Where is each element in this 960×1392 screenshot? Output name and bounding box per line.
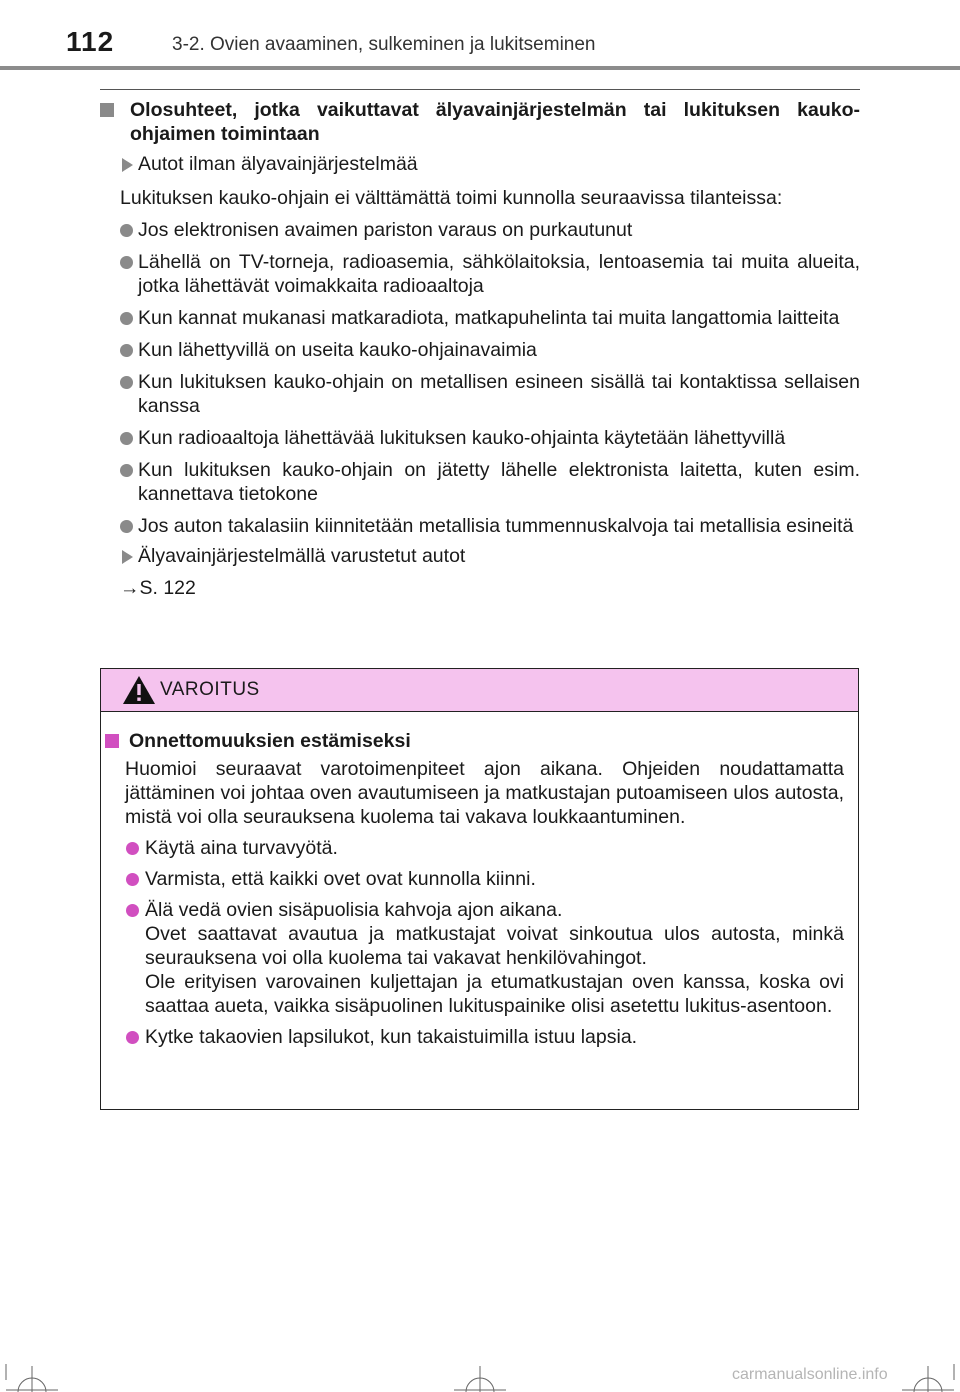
square-bullet-icon xyxy=(100,103,114,117)
warning-list-item xyxy=(101,898,844,1018)
subsection-no-smart-key xyxy=(100,152,860,176)
warning-item-text: Varmista, että kaikki ovet ovat kunnolla kiinni. xyxy=(145,868,536,890)
warning-intro: Huomioi seuraavat varotoimenpiteet ajon aikana. Ohjeiden noudattamatta jättäminen voi johtaa oven avautumiseen ja matkustajan putoamiseen ulos autosta, mistä voi olla seurauksena kuolema tai vakava loukkaantuminen. xyxy=(125,758,844,828)
subsection-title: Älyavainjärjestelmällä varustetut autot xyxy=(138,545,466,567)
warning-list-item xyxy=(101,836,844,860)
triangle-bullet-icon xyxy=(122,158,133,172)
warning-header xyxy=(101,669,858,712)
warning-title: VAROITUS xyxy=(160,679,260,700)
warning-item-text: Käytä aina turvavyötä. xyxy=(145,837,338,859)
warning-item-detail: Ovet saattavat avautua ja matkustajat voivat sinkoutua ulos autosta, minkä seurauksena voi olla kuolema tai vakavat henkilövahingot. xyxy=(145,923,844,969)
warning-body xyxy=(101,712,858,1049)
page-reference-link[interactable]: →S. 122 xyxy=(120,577,196,599)
warning-triangle-icon xyxy=(121,674,157,706)
list-item-text: Kun kannat mukanasi matkaradiota, matkapuhelinta tai muita langattomia laitteita xyxy=(138,307,840,329)
circle-bullet-icon xyxy=(120,464,133,477)
list-item xyxy=(100,458,860,506)
warning-item-detail: Ole erityisen varovainen kuljettajan ja etumatkustajan oven kanssa, koska ovi saattaa aueta, vaikka sisäpuolinen lukituspainike olisi asetettu lukitus-asentoon. xyxy=(145,971,844,1017)
circle-bullet-icon xyxy=(120,312,133,325)
subsection-smart-key xyxy=(100,544,860,568)
warning-heading-text: Onnettomuuksien estämiseksi xyxy=(129,730,411,752)
section-divider xyxy=(100,89,860,90)
list-item xyxy=(100,370,860,418)
section-heading-text: Olosuhteet, jotka vaikuttavat älyavainjärjestelmän tai lukituksen kauko-ohjaimen toimintaan xyxy=(130,99,860,145)
list-item-text: Kun lukituksen kauko-ohjain on jätetty lähelle elektronista laitetta, kuten esim. kannettava tietokone xyxy=(138,459,860,505)
circle-bullet-icon xyxy=(126,1031,139,1044)
circle-bullet-icon xyxy=(120,520,133,533)
crop-mark-icon xyxy=(450,1356,510,1392)
list-item xyxy=(100,514,860,538)
list-item xyxy=(100,426,860,450)
page-number: 112 xyxy=(66,26,115,57)
list-item xyxy=(100,338,860,362)
warning-item-text: Kytke takaovien lapsilukot, kun takaistuimilla istuu lapsia. xyxy=(145,1026,638,1048)
circle-bullet-icon xyxy=(120,344,133,357)
triangle-bullet-icon xyxy=(122,550,133,564)
circle-bullet-icon xyxy=(126,904,139,917)
intro-text: Lukituksen kauko-ohjain ei välttämättä toimi kunnolla seuraavissa tilanteissa: xyxy=(120,187,783,209)
list-item xyxy=(100,218,860,242)
warning-heading xyxy=(101,729,844,753)
list-item-text: Lähellä on TV-torneja, radioasemia, sähkölaitoksia, lentoasemia tai muita alueita, jotka lähettävät voimakkaita radioaaltoja xyxy=(138,251,860,297)
main-content xyxy=(100,98,860,600)
page-header xyxy=(0,0,960,70)
circle-bullet-icon xyxy=(126,873,139,886)
circle-bullet-icon xyxy=(120,432,133,445)
circle-bullet-icon xyxy=(126,842,139,855)
circle-bullet-icon xyxy=(120,224,133,237)
section-heading xyxy=(100,98,860,146)
list-item xyxy=(100,306,860,330)
warning-list-item xyxy=(101,1025,844,1049)
warning-box xyxy=(100,668,859,1110)
list-item-text: Kun lähettyvillä on useita kauko-ohjainavaimia xyxy=(138,339,537,361)
chapter-title: 3-2. Ovien avaaminen, sulkeminen ja lukitseminen xyxy=(172,34,596,55)
list-item xyxy=(100,250,860,298)
header-rule xyxy=(0,66,960,70)
list-item-text: Kun lukituksen kauko-ohjain on metallisen esineen sisällä tai kontaktissa sellaisen kanssa xyxy=(138,371,860,417)
list-item-text: Kun radioaaltoja lähettävää lukituksen kauko-ohjainta käytetään lähettyvillä xyxy=(138,427,786,449)
subsection-title: Autot ilman älyavainjärjestelmää xyxy=(138,153,418,175)
circle-bullet-icon xyxy=(120,256,133,269)
warning-list-item xyxy=(101,867,844,891)
circle-bullet-icon xyxy=(120,376,133,389)
crop-mark-icon xyxy=(0,1356,60,1392)
list-item-text: Jos elektronisen avaimen pariston varaus on purkautunut xyxy=(138,219,633,241)
list-item-text: Jos auton takalasiin kiinnitetään metallisia tummennuskalvoja tai metallisia esineitä xyxy=(138,515,854,537)
crop-mark-icon xyxy=(900,1356,960,1392)
warning-item-text: Älä vedä ovien sisäpuolisia kahvoja ajon aikana. xyxy=(145,899,563,921)
square-bullet-icon xyxy=(105,734,119,748)
watermark: carmanualsonline.info xyxy=(732,1366,888,1383)
